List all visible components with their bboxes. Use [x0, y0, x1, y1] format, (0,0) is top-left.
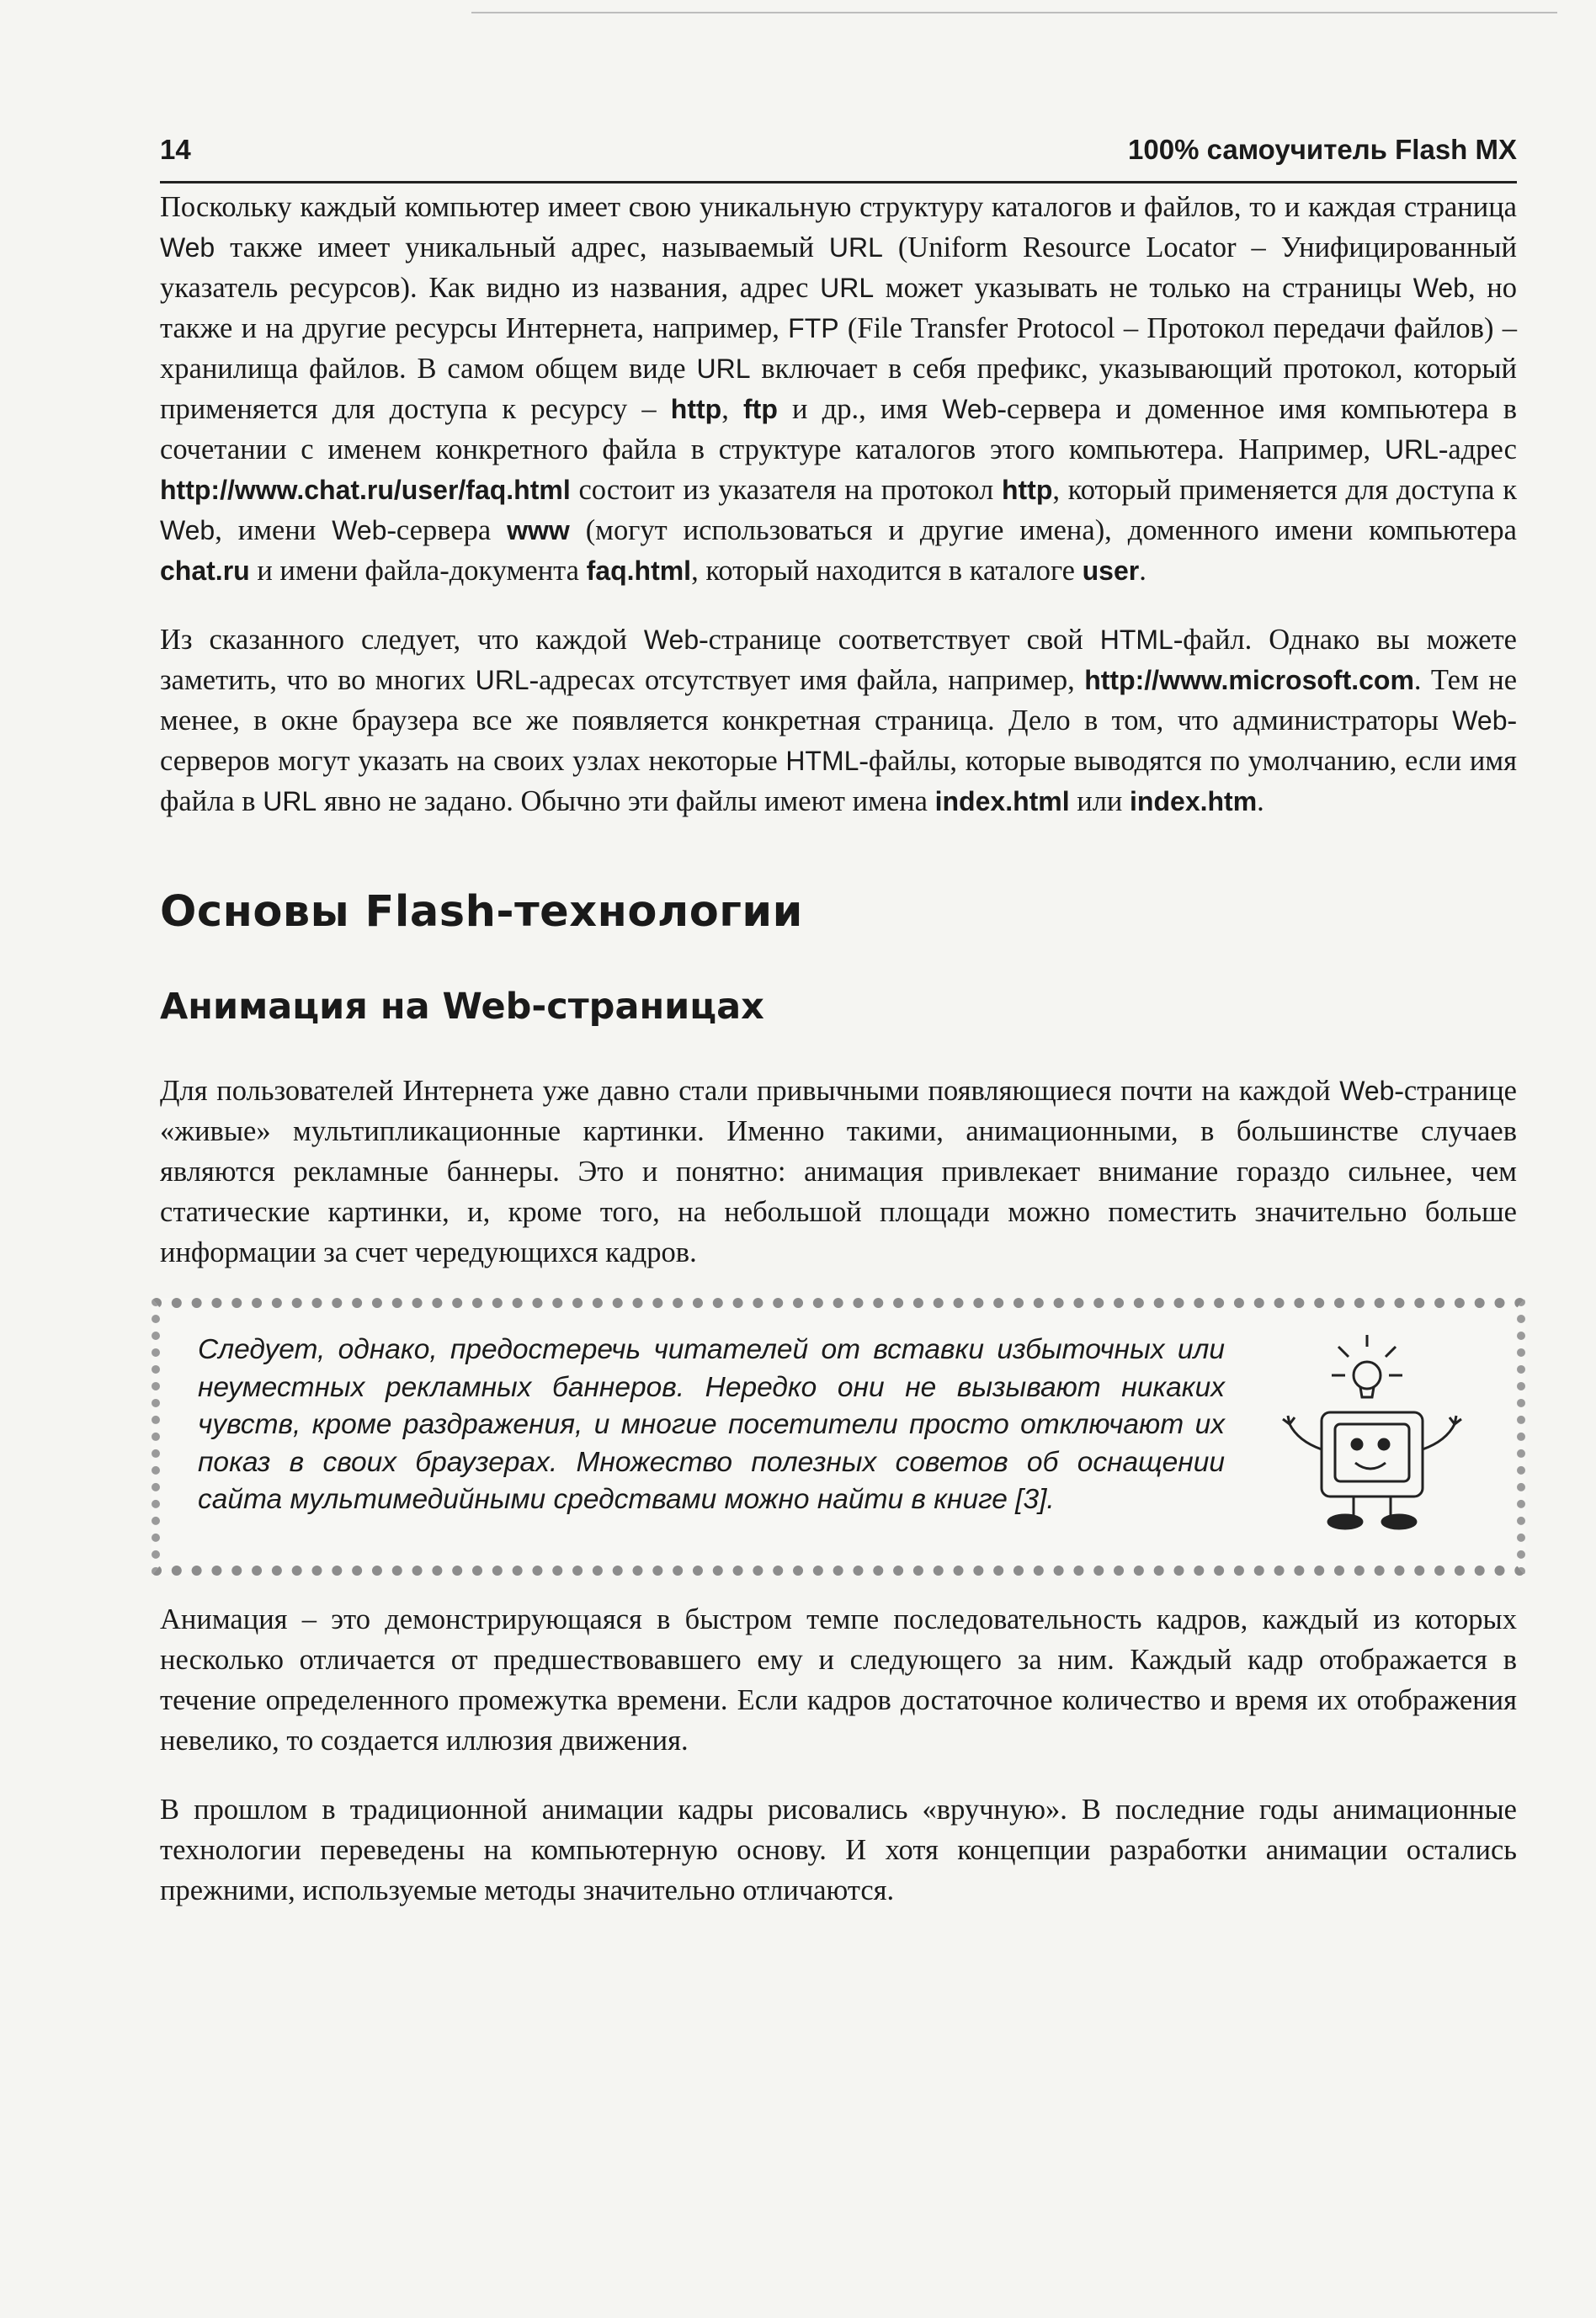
bold-term: faq.html — [586, 556, 692, 586]
subsection-heading: Анимация на Web-страницах — [160, 986, 764, 1028]
text-run: или — [1069, 785, 1130, 817]
text-run: (Uniform Resource Locator – Унифицированный указатель ресурсов). Как видно из названия, адрес — [160, 231, 1517, 304]
text-run: также имеет уникальный адрес, называемый — [215, 231, 829, 263]
text-run: , имени — [215, 514, 332, 546]
text-run: явно не задано. Обычно эти файлы имеют имена — [317, 785, 935, 817]
text-run: -сервера и доменное имя компьютера в сочетании с именем конкретного файла в структуре каталогов этого компьютера. Например, — [160, 393, 1518, 465]
paragraph — [160, 619, 1517, 821]
bold-term: www — [507, 515, 570, 545]
running-head: 100% самоучитель Flash MX — [1128, 134, 1517, 165]
text-run: . — [1139, 555, 1146, 587]
sans-term: Web — [942, 394, 998, 424]
note-box — [152, 1298, 1525, 1576]
sans-term: URL — [263, 786, 317, 816]
text-run: Из сказанного следует, что каждой — [160, 624, 644, 656]
text-run: , но также и на другие ресурсы Интернета, например, — [160, 272, 1517, 344]
bold-term: http — [670, 394, 722, 424]
paragraph — [160, 1789, 1517, 1911]
text-run: состоит из указателя на протокол — [570, 474, 1002, 506]
text-run: включает в себя префикс, указывающий протокол, который применяется для доступа к ресурсу – — [160, 353, 1517, 425]
sans-term: HTML — [1099, 625, 1173, 655]
page-content — [160, 187, 1517, 1911]
sans-term: HTML — [785, 746, 859, 776]
text-run: -серверов могут указать на своих узлах некоторые — [160, 704, 1517, 777]
scan-edge-line — [471, 12, 1557, 13]
text-run: , — [721, 393, 743, 425]
text-run: -адресах отсутствует имя файла, например, — [529, 664, 1085, 696]
text-run: Анимация – это демонстрирующаяся в быстром темпе последовательность кадров, каждый из которых несколько отличается от предшествовавшего ему и следующего за ним. Каждый кадр отображается в течение определенного промежутка времени. Если кадров достаточное количество и время их отображения невелико, то создается иллюзия движения. — [160, 1603, 1517, 1757]
text-run: может указывать не только на страницы — [874, 272, 1413, 304]
bold-term: index.htm — [1130, 786, 1258, 816]
text-run: Для пользователей Интернета уже давно стали привычными появляющиеся почти на каждой — [160, 1075, 1340, 1107]
sans-term: Web — [332, 515, 387, 545]
text-run: В прошлом в традиционной анимации кадры рисовались «вручную». В последние годы анимационные технологии переведены на компьютерную основу. И хотя концепции разработки анимации остались прежними, используемые методы значительно отличаются. — [160, 1794, 1517, 1906]
text-run: , который применяется для доступа к — [1052, 474, 1517, 506]
text-run: (могут использоваться и другие имена), доменного имени компьютера — [569, 514, 1517, 546]
note-text: Следует, однако, предостеречь читателей от вставки избыточных или неуместных рекламных баннеров. Нередко они не вызывают никаких чувств, кроме раздражения, и многие посетители просто отключают их показ в своих браузерах. Множество полезных советов об оснащении сайта мультимедийными средствами можно найти в книге [3]. — [198, 1334, 1225, 1515]
text-run: -адрес — [1438, 433, 1517, 465]
text-run: . Тем не менее, в окне браузера все же появляется конкретная страница. Дело в том, что администраторы — [160, 664, 1518, 736]
text-run: и имени файла-документа — [249, 555, 587, 587]
paragraph — [160, 1071, 1517, 1273]
text-run: Поскольку каждый компьютер имеет свою уникальную структуру каталогов и файлов, то и каждая страница — [160, 191, 1517, 223]
sans-term: Web — [1339, 1076, 1395, 1106]
bold-term: chat.ru — [160, 556, 250, 586]
bold-term: user — [1082, 556, 1140, 586]
text-run: -странице «живые» мультипликационные картинки. Именно такими, анимационными, в большинстве случаев являются рекламные баннеры. Это и понятно: анимация привлекает внимание гораздо сильнее, чем статические картинки, и, кроме того, на небольшой площади можно поместить значительно больше информации за счет чередующихся кадров. — [160, 1075, 1517, 1268]
sans-term: Web — [1412, 273, 1468, 303]
sans-term: URL — [828, 232, 883, 263]
bold-term: http://www.chat.ru/user/faq.html — [160, 475, 571, 505]
sans-term: Web — [1452, 705, 1508, 736]
text-run: -файл. Однако вы можете заметить, что во многих — [160, 624, 1517, 696]
sans-term: URL — [696, 354, 751, 384]
page-number: 14 — [160, 134, 191, 165]
bold-term: http — [1001, 475, 1053, 505]
bold-term: ftp — [743, 394, 778, 424]
sans-term: FTP — [788, 313, 839, 343]
text-run: -странице соответствует свой — [699, 624, 1100, 656]
bold-term: index.html — [934, 786, 1070, 816]
sans-term: URL — [1384, 434, 1439, 465]
sans-term: Web — [643, 625, 700, 655]
section-heading: Основы Flash-технологии — [160, 887, 803, 937]
sans-term: URL — [820, 273, 875, 303]
paragraph — [160, 1599, 1517, 1761]
text-run: и др., имя — [777, 393, 943, 425]
sans-term: URL — [475, 665, 529, 695]
page-header — [160, 130, 1517, 183]
sans-term: Web — [160, 515, 215, 545]
paragraph — [160, 187, 1517, 591]
text-run: (File Transfer Protocol – Протокол передачи файлов) – хранилища файлов. В самом общем виде — [160, 312, 1517, 385]
sans-term: Web — [160, 232, 215, 263]
text-run: , который находится в каталоге — [691, 555, 1083, 587]
text-run: -сервера — [386, 514, 508, 546]
bold-term: http://www.microsoft.com — [1084, 665, 1414, 695]
monitor-mascot-icon — [1273, 1332, 1475, 1542]
text-run: . — [1257, 785, 1264, 817]
text-run: -файлы, которые выводятся по умолчанию, если имя файла в — [160, 745, 1518, 817]
